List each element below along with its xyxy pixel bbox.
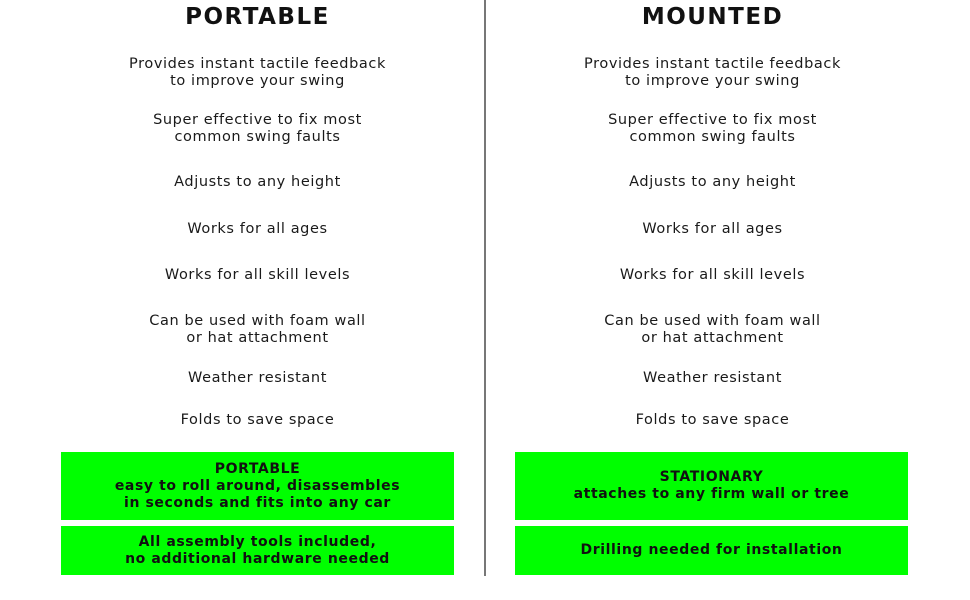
- mounted-column: [485, 0, 940, 600]
- portable-column: [30, 0, 485, 600]
- portable-highlight-heading: PORTABLE: [214, 460, 301, 477]
- portable-feature-all-skill-levels: Works for all skill levels: [164, 267, 351, 283]
- mounted-feature-weather-resistant: Weather resistant: [642, 370, 782, 386]
- portable-highlight-text: easy to roll around, disassembles in seconds and fits into any car: [114, 477, 401, 511]
- mounted-drilling-text: Drilling needed for installation: [580, 542, 843, 558]
- portable-feature-swing-faults: Super effective to fix most common swing faults: [153, 112, 362, 145]
- mounted-title: MOUNTED: [641, 4, 784, 30]
- portable-feature-all-ages: Works for all ages: [187, 221, 328, 237]
- mounted-highlight-box: [515, 452, 908, 520]
- mounted-feature-tactile-feedback: Provides instant tactile feedback to improve your swing: [584, 56, 841, 89]
- portable-feature-attachments: Can be used with foam wall or hat attachment: [149, 313, 366, 346]
- mounted-feature-adjustable-height: Adjusts to any height: [629, 174, 796, 190]
- mounted-highlight-text: attaches to any firm wall or tree: [573, 486, 850, 502]
- portable-feature-adjustable-height: Adjusts to any height: [174, 174, 341, 190]
- mounted-feature-all-skill-levels: Works for all skill levels: [619, 267, 806, 283]
- mounted-highlight-heading: STATIONARY: [659, 469, 764, 485]
- mounted-feature-all-ages: Works for all ages: [642, 221, 783, 237]
- portable-feature-weather-resistant: Weather resistant: [187, 370, 327, 386]
- mounted-feature-swing-faults: Super effective to fix most common swing faults: [608, 112, 817, 145]
- portable-highlight-box: [61, 452, 454, 520]
- mounted-feature-attachments: Can be used with foam wall or hat attachment: [604, 313, 821, 346]
- portable-feature-tactile-feedback: Provides instant tactile feedback to improve your swing: [129, 56, 386, 89]
- portable-title: PORTABLE: [185, 4, 330, 30]
- mounted-feature-folds: Folds to save space: [635, 412, 790, 428]
- portable-assembly-text: All assembly tools included, no additional hardware needed: [125, 533, 390, 567]
- portable-assembly-box: [61, 526, 454, 575]
- portable-feature-folds: Folds to save space: [180, 412, 335, 428]
- mounted-drilling-box: [515, 526, 908, 575]
